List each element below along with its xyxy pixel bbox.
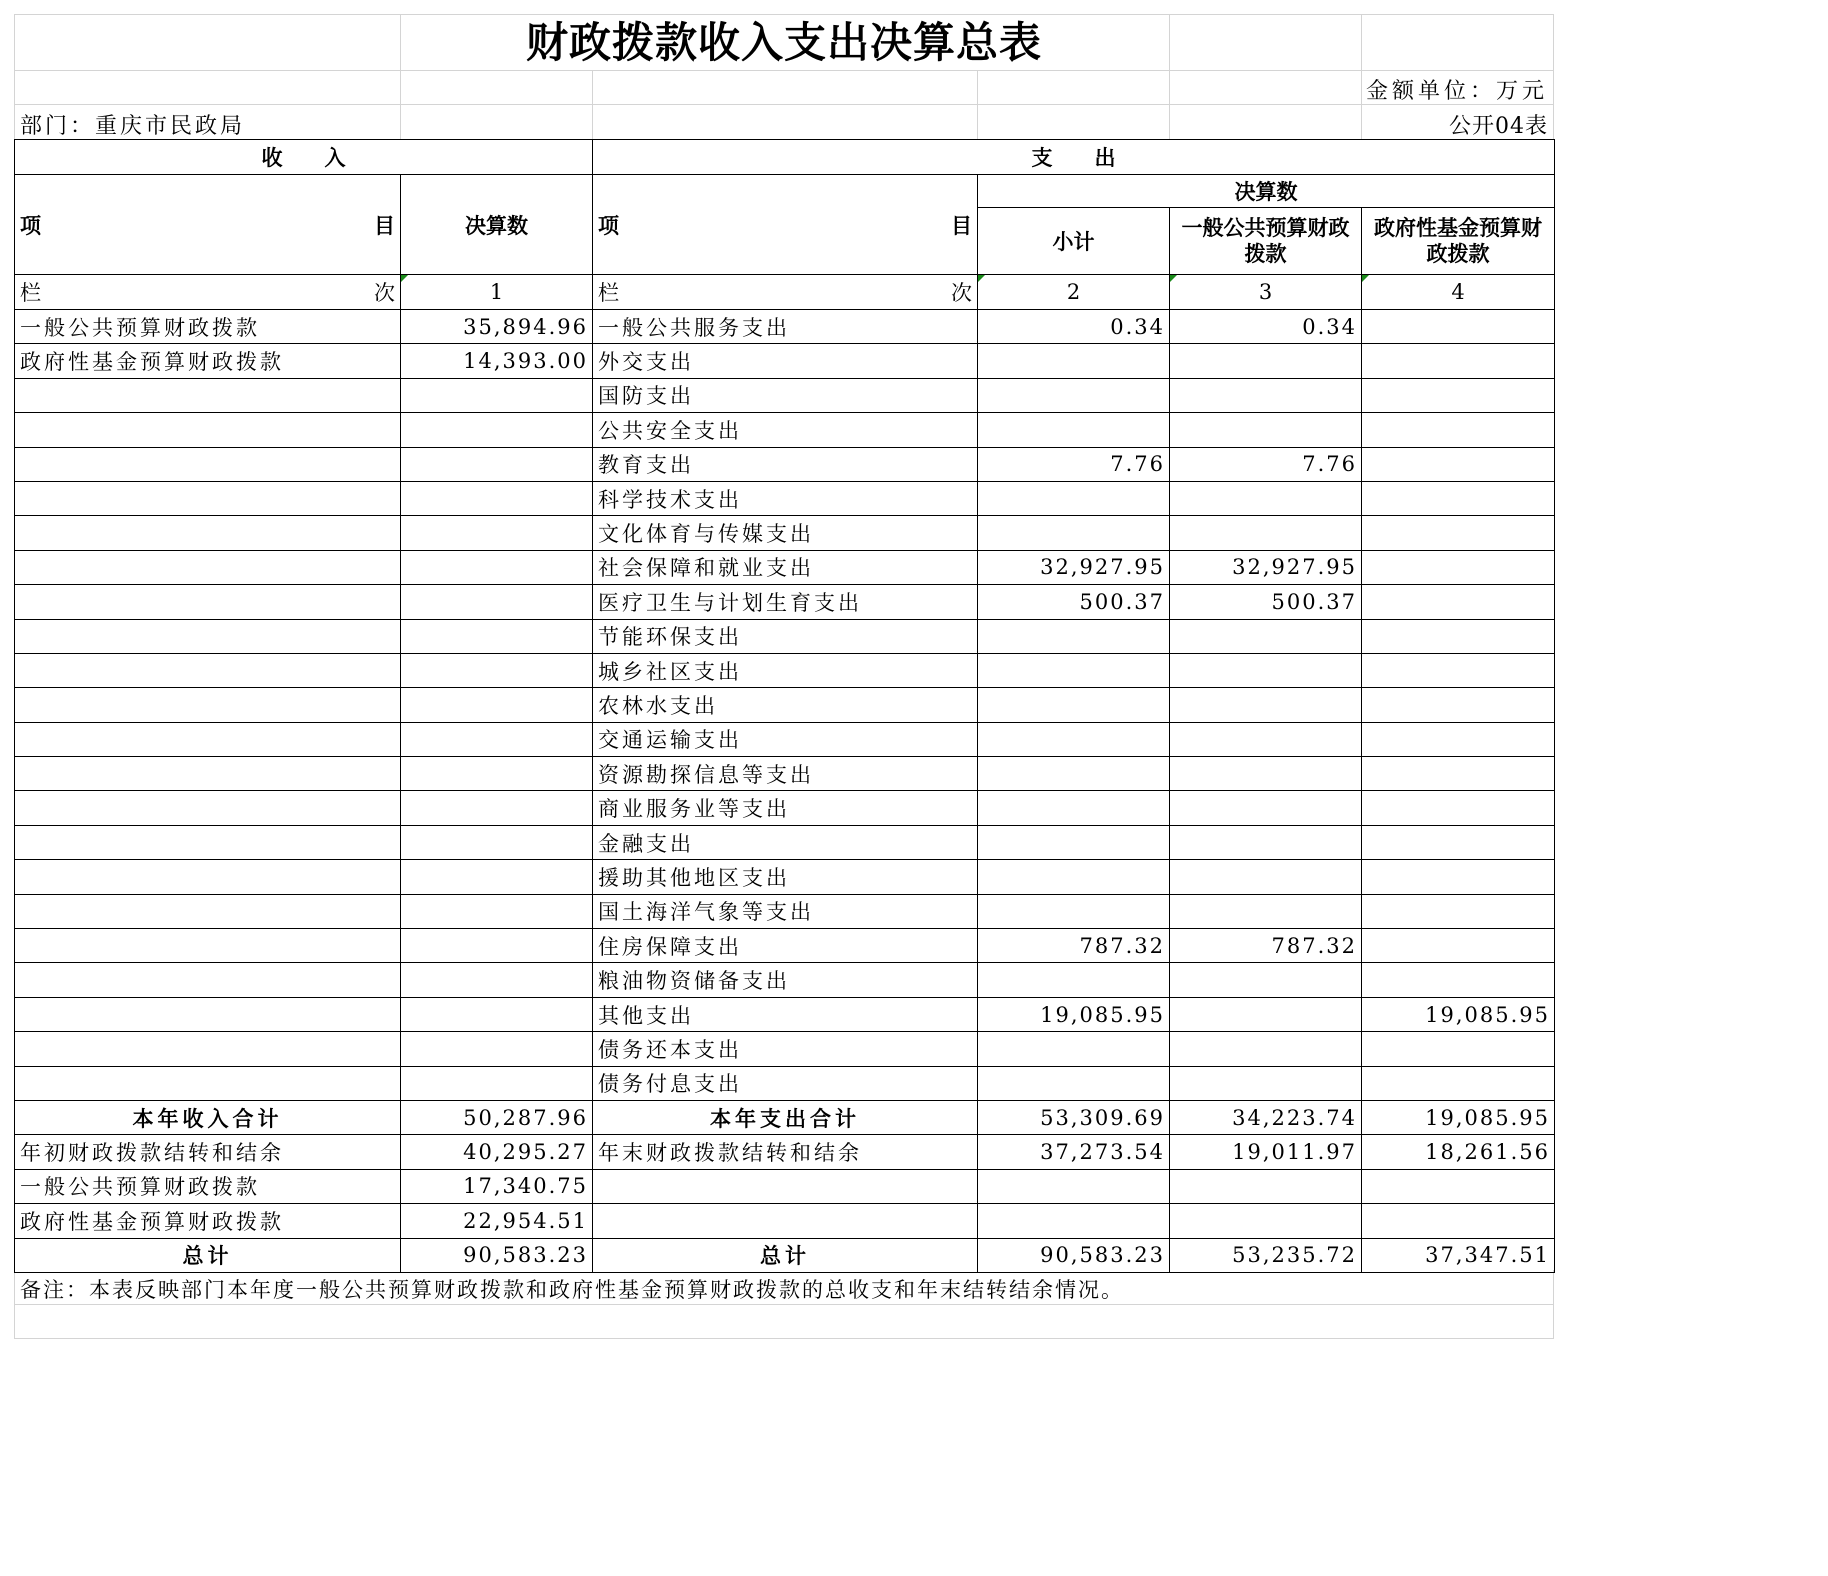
- expense-fund-budget: [1362, 688, 1555, 722]
- income-amount: [401, 481, 593, 515]
- expense-general-budget: [1170, 1169, 1362, 1203]
- subtotal-header: 小计: [978, 208, 1170, 275]
- income-item: [15, 585, 401, 619]
- expense-fund-budget: [1362, 653, 1555, 687]
- expense-fund-budget: [1362, 310, 1555, 344]
- column-index-label: [593, 275, 978, 310]
- income-item: 一般公共预算财政拨款: [15, 1169, 401, 1203]
- table-row: [15, 963, 1555, 997]
- expense-item: 社会保障和就业支出: [593, 550, 978, 584]
- gridline: [14, 14, 1554, 15]
- expense-general-budget: 32,927.95: [1170, 550, 1362, 584]
- expense-general-budget: [1170, 722, 1362, 756]
- department-label: 部门：重庆市民政局: [20, 114, 246, 139]
- expense-fund-budget: [1362, 481, 1555, 515]
- expense-fund-budget: [1362, 413, 1555, 447]
- income-item: [15, 929, 401, 963]
- expense-general-budget: [1170, 481, 1362, 515]
- expense-general-budget: [1170, 516, 1362, 550]
- expense-fund-budget: [1362, 894, 1555, 928]
- income-amount: [401, 997, 593, 1031]
- carryover-fund-row: [15, 1204, 1555, 1238]
- fiscal-appropriation-table: [14, 139, 1555, 1273]
- gridline: [14, 104, 1554, 105]
- expense-subtotal: [978, 860, 1170, 894]
- expense-item: 国防支出: [593, 378, 978, 412]
- expense-general-budget: 19,011.97: [1170, 1135, 1362, 1169]
- income-amount: [401, 963, 593, 997]
- expense-fund-budget: [1362, 344, 1555, 378]
- expense-general-budget: [1170, 894, 1362, 928]
- table-body: [15, 140, 1555, 1273]
- expense-subtotal: 53,309.69: [978, 1100, 1170, 1134]
- income-amount: [401, 447, 593, 481]
- expense-general-budget: [1170, 997, 1362, 1031]
- expense-item: 文化体育与传媒支出: [593, 516, 978, 550]
- income-item: 本年收入合计: [15, 1100, 401, 1134]
- expense-item: 公共安全支出: [593, 413, 978, 447]
- gridline: [14, 1270, 15, 1338]
- expense-general-budget: [1170, 825, 1362, 859]
- expense-general-budget: [1170, 653, 1362, 687]
- income-amount: 40,295.27: [401, 1135, 593, 1169]
- expense-fund-budget: [1362, 447, 1555, 481]
- expense-fund-budget: [1362, 1066, 1555, 1100]
- column-index-4: 4: [1362, 275, 1555, 310]
- income-item: 年初财政拨款结转和结余: [15, 1135, 401, 1169]
- income-item: 政府性基金预算财政拨款: [15, 1204, 401, 1238]
- column-index-row: [15, 275, 1555, 310]
- expense-item: 住房保障支出: [593, 929, 978, 963]
- expense-item: 粮油物资储备支出: [593, 963, 978, 997]
- expense-fund-budget: [1362, 1032, 1555, 1066]
- item-header-right: 目: [951, 213, 972, 238]
- income-amount: [401, 860, 593, 894]
- expense-general-budget: [1170, 1204, 1362, 1238]
- income-amount: [401, 413, 593, 447]
- income-amount: [401, 791, 593, 825]
- expense-item: 年末财政拨款结转和结余: [593, 1135, 978, 1169]
- column-index-split: [20, 277, 395, 307]
- expense-subtotal: [978, 481, 1170, 515]
- expense-subtotal: 0.34: [978, 310, 1170, 344]
- expense-fund-budget: [1362, 757, 1555, 791]
- expense-fund-budget: 37,347.51: [1362, 1238, 1555, 1272]
- expense-subtotal: 32,927.95: [978, 550, 1170, 584]
- expense-item: 债务付息支出: [593, 1066, 978, 1100]
- income-item: [15, 825, 401, 859]
- table-code-label: 公开04表: [1449, 114, 1548, 139]
- column-index-right: 次: [951, 281, 972, 305]
- table-row: [15, 791, 1555, 825]
- expense-fund-budget: 19,085.95: [1362, 1100, 1555, 1134]
- expense-general-budget: [1170, 344, 1362, 378]
- income-amount: [401, 378, 593, 412]
- income-amount: 17,340.75: [401, 1169, 593, 1203]
- expense-item: 援助其他地区支出: [593, 860, 978, 894]
- expense-item: 交通运输支出: [593, 722, 978, 756]
- expense-general-budget: 34,223.74: [1170, 1100, 1362, 1134]
- expense-general-budget: [1170, 1066, 1362, 1100]
- item-header-left: 项: [20, 213, 41, 238]
- expense-item: [593, 1169, 978, 1203]
- income-amount: [401, 929, 593, 963]
- expense-fund-budget: [1362, 585, 1555, 619]
- expense-subtotal: 37,273.54: [978, 1135, 1170, 1169]
- table-row: [15, 757, 1555, 791]
- income-item: [15, 378, 401, 412]
- gridline: [1553, 1270, 1554, 1338]
- expense-item: 科学技术支出: [593, 481, 978, 515]
- year-total-row: [15, 1100, 1555, 1134]
- income-amount: 14,393.00: [401, 344, 593, 378]
- income-amount: 35,894.96: [401, 310, 593, 344]
- column-index-right: 次: [374, 281, 395, 305]
- expense-item: 节能环保支出: [593, 619, 978, 653]
- item-header-right: 目: [374, 213, 395, 238]
- expense-item: [593, 1204, 978, 1238]
- income-amount: [401, 550, 593, 584]
- table-row: [15, 894, 1555, 928]
- expense-item: 资源勘探信息等支出: [593, 757, 978, 791]
- column-index-3: 3: [1170, 275, 1362, 310]
- expense-general-budget: 500.37: [1170, 585, 1362, 619]
- expense-item: 农林水支出: [593, 688, 978, 722]
- expense-subtotal: [978, 653, 1170, 687]
- general-budget-header: 一般公共预算财政拨款: [1170, 208, 1362, 275]
- expense-general-budget: 787.32: [1170, 929, 1362, 963]
- expense-fund-budget: [1362, 929, 1555, 963]
- expense-subtotal: 90,583.23: [978, 1238, 1170, 1272]
- income-section-header: 收 入: [15, 140, 593, 175]
- expense-subtotal: [978, 344, 1170, 378]
- expense-subtotal: [978, 894, 1170, 928]
- income-amount: [401, 1066, 593, 1100]
- income-item: [15, 860, 401, 894]
- table-row: [15, 722, 1555, 756]
- gridline: [14, 1304, 1554, 1305]
- expense-general-budget: [1170, 1032, 1362, 1066]
- expense-item: 一般公共服务支出: [593, 310, 978, 344]
- gridline: [14, 1338, 1554, 1339]
- table-row: [15, 378, 1555, 412]
- income-item: [15, 1066, 401, 1100]
- expense-fund-budget: [1362, 1169, 1555, 1203]
- expense-fund-budget: [1362, 963, 1555, 997]
- income-amount: [401, 825, 593, 859]
- income-item: 总计: [15, 1238, 401, 1272]
- table-row: [15, 653, 1555, 687]
- item-header-left: 项: [598, 213, 619, 238]
- table-row: [15, 310, 1555, 344]
- expense-item: 债务还本支出: [593, 1032, 978, 1066]
- expense-subtotal: [978, 1032, 1170, 1066]
- gridline: [14, 70, 1554, 71]
- table-row: [15, 688, 1555, 722]
- income-item: [15, 722, 401, 756]
- item-header-split: [598, 210, 972, 240]
- expense-item: 其他支出: [593, 997, 978, 1031]
- table-row: [15, 997, 1555, 1031]
- expense-subtotal: [978, 619, 1170, 653]
- income-amount: [401, 619, 593, 653]
- gridline: [592, 70, 593, 139]
- header-row-1: [15, 175, 1555, 208]
- expense-general-budget: [1170, 791, 1362, 825]
- expense-item: 总计: [593, 1238, 978, 1272]
- expense-amount-header: 决算数: [978, 175, 1555, 208]
- income-amount: 50,287.96: [401, 1100, 593, 1134]
- income-amount: 22,954.51: [401, 1204, 593, 1238]
- expense-subtotal: [978, 688, 1170, 722]
- expense-fund-budget: [1362, 378, 1555, 412]
- expense-subtotal: [978, 963, 1170, 997]
- expense-general-budget: [1170, 378, 1362, 412]
- table-row: [15, 516, 1555, 550]
- income-amount: 90,583.23: [401, 1238, 593, 1272]
- table-row: [15, 447, 1555, 481]
- carryover-row: [15, 1135, 1555, 1169]
- expense-subtotal: [978, 791, 1170, 825]
- expense-item: 教育支出: [593, 447, 978, 481]
- table-row: [15, 929, 1555, 963]
- expense-subtotal: 19,085.95: [978, 997, 1170, 1031]
- expense-fund-budget: [1362, 1204, 1555, 1238]
- expense-subtotal: 7.76: [978, 447, 1170, 481]
- header-row-sections: [15, 140, 1555, 175]
- income-item: [15, 894, 401, 928]
- income-item-header: [15, 175, 401, 275]
- income-item: [15, 653, 401, 687]
- item-header-split: [20, 210, 395, 240]
- expense-fund-budget: [1362, 825, 1555, 859]
- expense-subtotal: [978, 757, 1170, 791]
- table-row: [15, 344, 1555, 378]
- expense-item: 本年支出合计: [593, 1100, 978, 1134]
- grand-total-row: [15, 1238, 1555, 1272]
- expense-section-header: 支 出: [593, 140, 1555, 175]
- expense-fund-budget: 18,261.56: [1362, 1135, 1555, 1169]
- income-item: [15, 688, 401, 722]
- expense-general-budget: [1170, 688, 1362, 722]
- expense-fund-budget: [1362, 860, 1555, 894]
- income-item: 一般公共预算财政拨款: [15, 310, 401, 344]
- expense-subtotal: [978, 1204, 1170, 1238]
- column-index-label: [15, 275, 401, 310]
- table-row: [15, 1032, 1555, 1066]
- expense-fund-budget: [1362, 516, 1555, 550]
- expense-item: 国土海洋气象等支出: [593, 894, 978, 928]
- expense-subtotal: [978, 1066, 1170, 1100]
- footnote: 备注：本表反映部门本年度一般公共预算财政拨款和政府性基金预算财政拨款的总收支和年末结转结余情况。: [20, 1278, 1124, 1302]
- expense-subtotal: [978, 413, 1170, 447]
- fund-budget-header: 政府性基金预算财政拨款: [1362, 208, 1555, 275]
- income-item: [15, 791, 401, 825]
- column-index-split: [598, 277, 972, 307]
- expense-subtotal: [978, 722, 1170, 756]
- income-amount: [401, 516, 593, 550]
- column-index-1: 1: [401, 275, 593, 310]
- income-amount: [401, 585, 593, 619]
- amount-unit-label: 金额单位：万元: [1365, 79, 1548, 104]
- table-row: [15, 585, 1555, 619]
- column-index-left: 栏: [598, 281, 619, 305]
- gridline: [977, 70, 978, 139]
- carryover-general-row: [15, 1169, 1555, 1203]
- income-amount: [401, 1032, 593, 1066]
- expense-subtotal: [978, 1169, 1170, 1203]
- income-item: [15, 619, 401, 653]
- expense-general-budget: [1170, 413, 1362, 447]
- income-item: [15, 997, 401, 1031]
- table-row: [15, 860, 1555, 894]
- income-amount-header: 决算数: [401, 175, 593, 275]
- income-item: [15, 447, 401, 481]
- expense-general-budget: 7.76: [1170, 447, 1362, 481]
- income-amount: [401, 757, 593, 791]
- expense-general-budget: [1170, 963, 1362, 997]
- table-row: [15, 481, 1555, 515]
- income-item: [15, 757, 401, 791]
- income-item: [15, 963, 401, 997]
- income-amount: [401, 894, 593, 928]
- income-amount: [401, 688, 593, 722]
- expense-item: 金融支出: [593, 825, 978, 859]
- expense-general-budget: [1170, 860, 1362, 894]
- expense-item: 商业服务业等支出: [593, 791, 978, 825]
- expense-item-header: [593, 175, 978, 275]
- expense-item: 城乡社区支出: [593, 653, 978, 687]
- expense-item: 外交支出: [593, 344, 978, 378]
- expense-subtotal: 787.32: [978, 929, 1170, 963]
- expense-subtotal: [978, 378, 1170, 412]
- column-index-2: 2: [978, 275, 1170, 310]
- income-amount: [401, 722, 593, 756]
- expense-fund-budget: [1362, 722, 1555, 756]
- income-item: [15, 550, 401, 584]
- income-item: [15, 413, 401, 447]
- expense-fund-budget: [1362, 619, 1555, 653]
- income-amount: [401, 653, 593, 687]
- expense-general-budget: 0.34: [1170, 310, 1362, 344]
- income-item: [15, 516, 401, 550]
- expense-fund-budget: 19,085.95: [1362, 997, 1555, 1031]
- income-item: 政府性基金预算财政拨款: [15, 344, 401, 378]
- expense-general-budget: [1170, 757, 1362, 791]
- page-title: 财政拨款收入支出决算总表: [525, 18, 1042, 67]
- table-row: [15, 1066, 1555, 1100]
- income-item: [15, 481, 401, 515]
- table-row: [15, 550, 1555, 584]
- table-row: [15, 413, 1555, 447]
- table-row: [15, 825, 1555, 859]
- expense-general-budget: 53,235.72: [1170, 1238, 1362, 1272]
- expense-subtotal: [978, 516, 1170, 550]
- expense-subtotal: 500.37: [978, 585, 1170, 619]
- expense-general-budget: [1170, 619, 1362, 653]
- expense-subtotal: [978, 825, 1170, 859]
- expense-fund-budget: [1362, 550, 1555, 584]
- income-item: [15, 1032, 401, 1066]
- expense-fund-budget: [1362, 791, 1555, 825]
- column-index-left: 栏: [20, 281, 41, 305]
- table-row: [15, 619, 1555, 653]
- expense-item: 医疗卫生与计划生育支出: [593, 585, 978, 619]
